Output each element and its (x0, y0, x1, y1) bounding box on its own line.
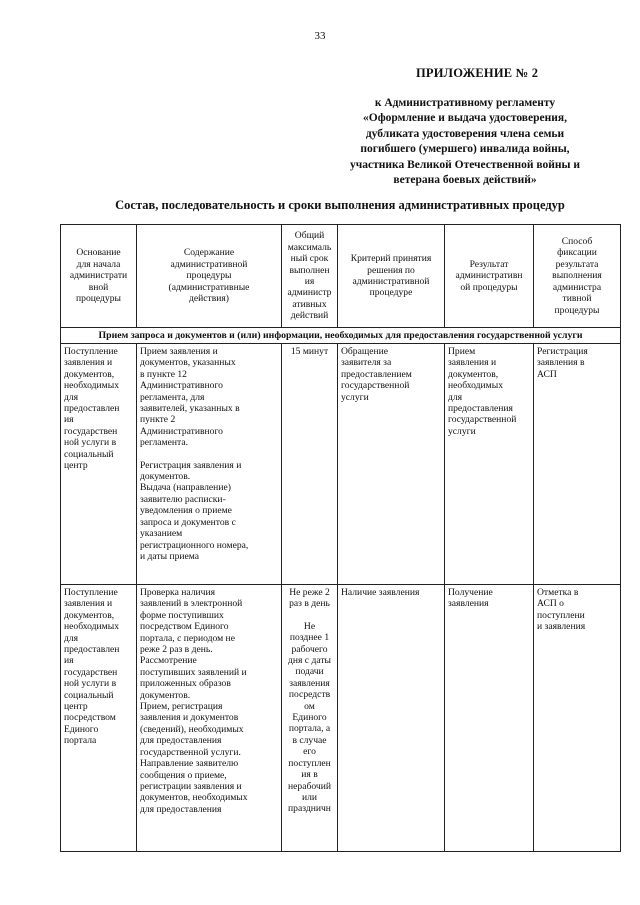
header-criterion: Критерий принятия решения по административной процедуре (338, 225, 445, 328)
table-row (61, 585, 621, 852)
cell-content: Проверка наличия заявлений в электронной форме поступивших посредством Единого портала, с периодом не реже 2 раз в день. Рассмотрение поступивших заявлений и приложенных образов документов. Прием, регистрация заявления и документов (сведений), необходимых для предоставления государственной услуги. Направление заявителю сообщения о приеме, регистрации заявления и документов, необходимых для предоставления (137, 585, 282, 852)
regulation-line: к Административному регламенту (374, 97, 556, 109)
header-basis: Основание для начала администрати вной процедуры (61, 225, 137, 328)
header-content: Содержание административной процедуры (административные действия) (137, 225, 282, 328)
regulation-line: «Оформление и выдача удостоверения, (363, 112, 567, 125)
header-result: Результат административн ой процедуры (445, 225, 534, 328)
table-caption: Состав, последовательность и сроки выполнения административных процедур (115, 198, 565, 212)
cell-fixation: Отметка в АСП о поступлени и заявления (534, 585, 621, 852)
cell-result: Получение заявления (445, 585, 534, 852)
header-time-limit: Общий максималь ный срок выполнен ия администр ативных действий (282, 225, 338, 328)
regulation-reference (320, 96, 610, 188)
appendix-title: ПРИЛОЖЕНИЕ № 2 (416, 66, 539, 80)
table-header-row (61, 225, 621, 328)
page-number: 33 (314, 30, 326, 42)
cell-time-limit: Не реже 2 раз в день Не позднее 1 рабочего дня с даты подачи заявления посредств ом Единого портала, а в случае его поступлен ия в нерабочий или праздничн (282, 585, 338, 852)
cell-time-limit: 15 минут (282, 344, 338, 585)
cell-fixation: Регистрация заявления в АСП (534, 344, 621, 585)
regulation-line: погибшего (умершего) инвалида войны, (360, 143, 570, 156)
regulation-line: ветерана боевых действий» (393, 174, 537, 187)
cell-criterion: Обращение заявителя за предоставлением государственной услуги (338, 344, 445, 585)
section-title: Прием запроса и документов и (или) информации, необходимых для предоставления государственной услуги (61, 328, 621, 344)
cell-content: Прием заявления и документов, указанных в пункте 12 Административного регламента, для заявителей, указанных в пункте 2 Административного регламента. Регистрация заявления и документов. Выдача (направление) заявителю расписки- уведомления о приеме запроса и документов с указанием регистрационного номера, и даты приема (137, 344, 282, 585)
table-row (61, 344, 621, 585)
section-row (61, 328, 621, 344)
cell-result: Прием заявления и документов, необходимых для предоставления государственной услуги (445, 344, 534, 585)
cell-criterion: Наличие заявления (338, 585, 445, 852)
regulation-line: участника Великой Отечественной войны и (350, 158, 580, 171)
procedures-table (60, 224, 621, 852)
cell-basis: Поступление заявления и документов, необходимых для предоставлен ия государствен ной услуги в социальный центр (61, 344, 137, 585)
regulation-line: дубликата удостоверения члена семьи (365, 127, 565, 140)
header-fixation: Способ фиксации результата выполнения администра тивной процедуры (534, 225, 621, 328)
cell-basis: Поступление заявления и документов, необходимых для предоставлен ия государствен ной услуги в социальный центр посредством Единого портала (61, 585, 137, 852)
